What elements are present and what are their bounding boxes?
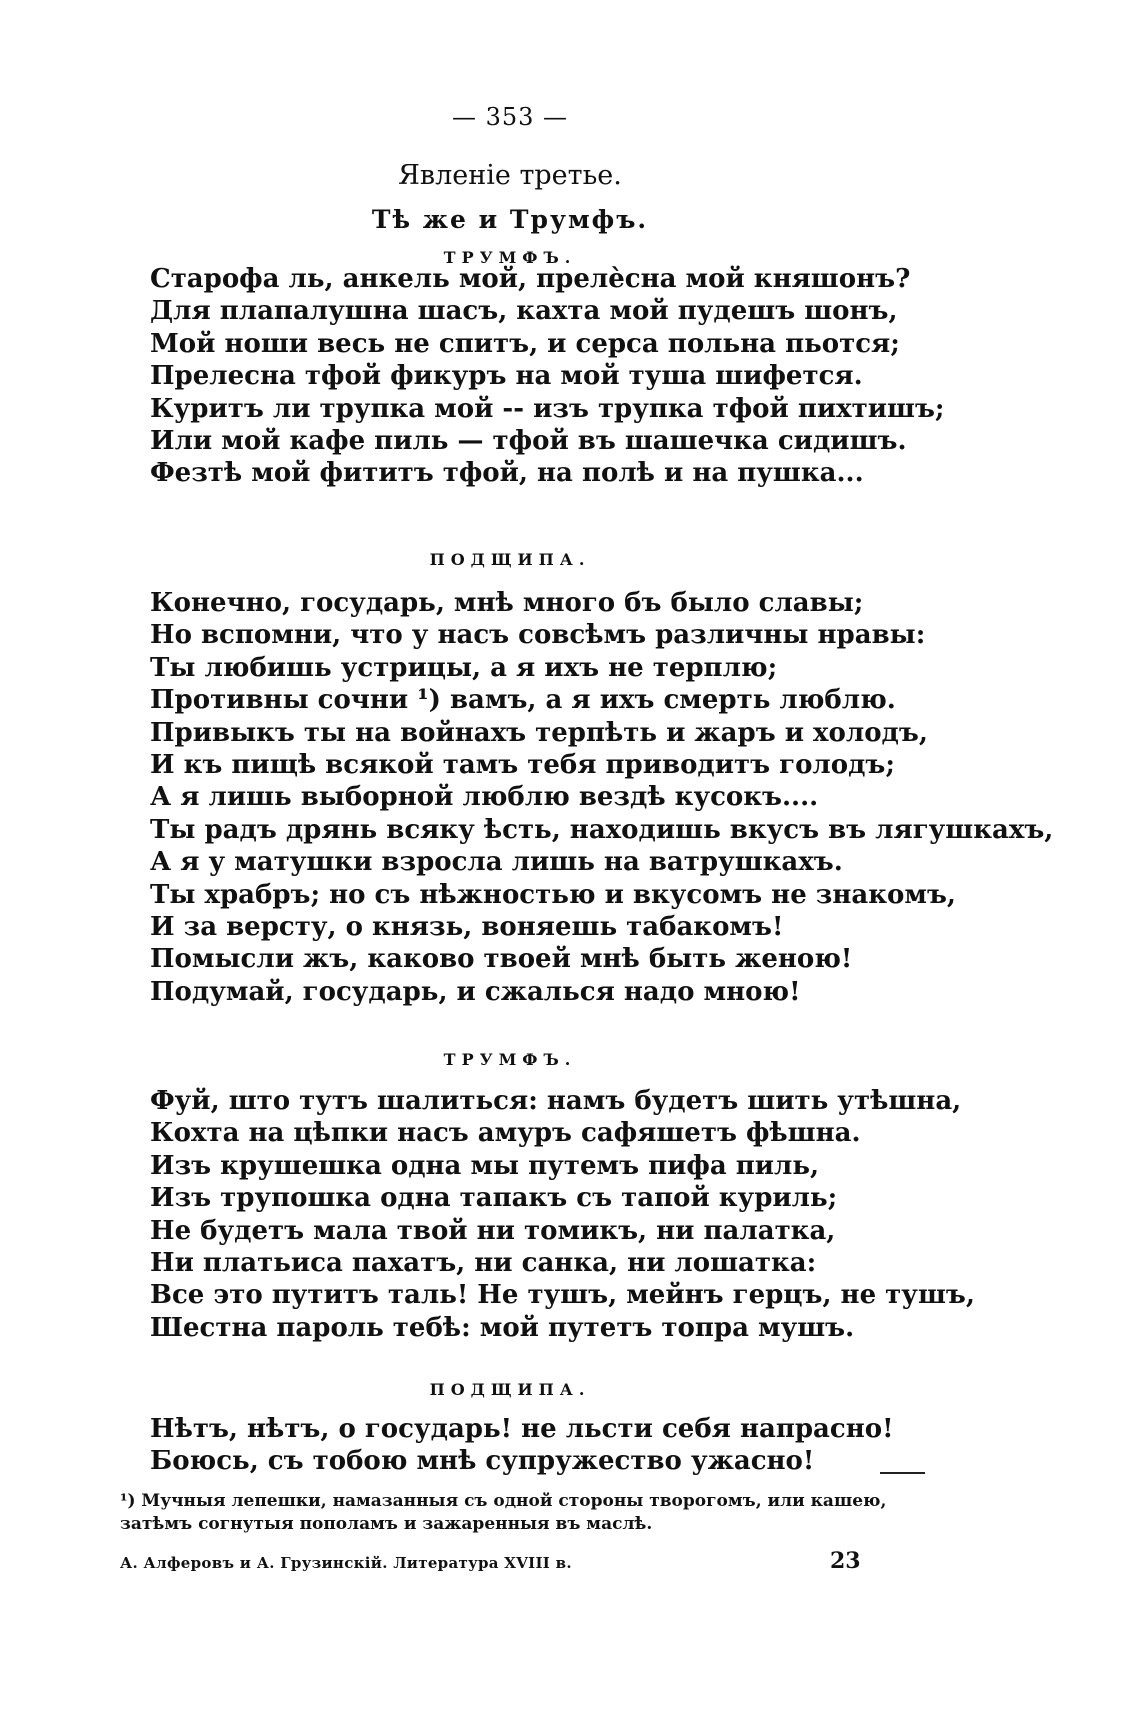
- speaker-heading: ПОДЩИПА.: [429, 1380, 591, 1399]
- verse-line: А я лишь выборной люблю вездѣ кусокъ....: [150, 782, 819, 813]
- page-number: — 353 —: [451, 103, 569, 131]
- verse-line: Ни платьиса пахатъ, ни санка, ни лошатка:: [150, 1248, 817, 1279]
- verse-block: [150, 263, 945, 490]
- verse-line: Но вспомни, что у насъ совсѣмъ различны нравы:: [150, 620, 926, 651]
- speaker-heading: ТРУМФЪ.: [443, 248, 577, 267]
- footnote-line: затѣмъ согнутыя пополамъ и зажаренныя въ маслѣ.: [120, 1514, 653, 1534]
- printer-signature: А. Алферовъ и А. Грузинскій. Литература XVIII в.: [120, 1554, 572, 1572]
- verse-line: И за версту, о князь, воняешь табакомъ!: [150, 912, 784, 943]
- verse-line: Конечно, государь, мнѣ много бъ было славы;: [150, 588, 864, 618]
- verse-line: Подумай, государь, и сжалься надо мною!: [150, 976, 801, 1007]
- verse-line: Фуй, што тутъ шалиться: намъ будетъ шить утѣшна,: [150, 1086, 962, 1116]
- verse-line: Не будетъ мала твой ни томикъ, ни палатка,: [150, 1215, 836, 1246]
- verse-block: [150, 1413, 910, 1478]
- footnote-rule: [880, 1472, 925, 1474]
- verse-line: Привыкъ ты на войнахъ терпѣть и жаръ и холодъ,: [150, 717, 928, 748]
- speaker-heading: ПОДЩИПА.: [429, 550, 591, 569]
- verse-line: Или мой кафе пиль — тфой въ шашечка сидишъ.: [150, 426, 907, 457]
- verse-line: Куритъ ли трупка мой -- изъ трупка тфой пихтишъ;: [150, 393, 945, 424]
- footnote-line: ¹) Мучныя лепешки, намазанныя съ одной стороны творогомъ, или кашею,: [120, 1491, 887, 1511]
- verse-line: Нѣтъ, нѣтъ, о государь! не льсти себя напрасно!: [150, 1414, 894, 1444]
- verse-line: Фезтѣ мой фититъ тфой, на полѣ и на пушка...: [150, 458, 864, 489]
- verse-line: Ты радъ дрянь всяку ѣсть, находишь вкусъ въ лягушкахъ,: [150, 814, 1054, 845]
- verse-line: Все это путитъ таль! Не тушъ, мейнъ герцъ, не тушъ,: [150, 1280, 975, 1311]
- verse-line: Изъ крушешка одна мы путемъ пифа пиль,: [150, 1150, 820, 1181]
- verse-line: Прелесна тфой фикуръ на мой туша шифется.: [150, 361, 863, 392]
- scene-cast: Тѣ же и Трумфъ.: [371, 205, 649, 234]
- verse-line: И къ пищѣ всякой тамъ тебя приводитъ голодъ;: [150, 750, 895, 781]
- verse-line: Ты любишь устрицы, а я ихъ не терплю;: [150, 652, 778, 683]
- scene-title: Явленіе третье.: [398, 160, 622, 191]
- sheet-number: 23: [830, 1548, 861, 1574]
- speaker-heading: ТРУМФЪ.: [443, 1050, 577, 1069]
- verse-line: Кохта на цѣпки насъ амуръ сафяшетъ фѣшна.: [150, 1118, 861, 1149]
- verse-block: [150, 587, 1054, 1008]
- verse-line: Старофа ль, анкель мой, прелѐсна мой княшонъ?: [150, 264, 911, 294]
- verse-line: А я у матушки взросла лишь на ватрушкахъ.: [150, 847, 843, 878]
- verse-line: Помысли жъ, каково твоей мнѣ быть женою!: [150, 944, 853, 975]
- verse-line: Шестна пароль тебѣ: мой путетъ топра мушъ.: [150, 1312, 855, 1343]
- verse-line: Мой ноши весь не спитъ, и серса польна пьотся;: [150, 328, 900, 359]
- verse-line: Боюсь, съ тобою мнѣ супружество ужасно!: [150, 1446, 815, 1477]
- footnote: [120, 1490, 940, 1536]
- verse-line: Для плапалушна шасъ, кахта мой пудешъ шонъ,: [150, 296, 898, 327]
- verse-block: [150, 1085, 975, 1344]
- verse-line: Изъ трупошка одна тапакъ съ тапой куриль;: [150, 1183, 838, 1214]
- verse-line: Ты храбръ; но съ нѣжностью и вкусомъ не знакомъ,: [150, 879, 956, 910]
- verse-line: Противны сочни ¹) вамъ, а я ихъ смерть люблю.: [150, 685, 896, 716]
